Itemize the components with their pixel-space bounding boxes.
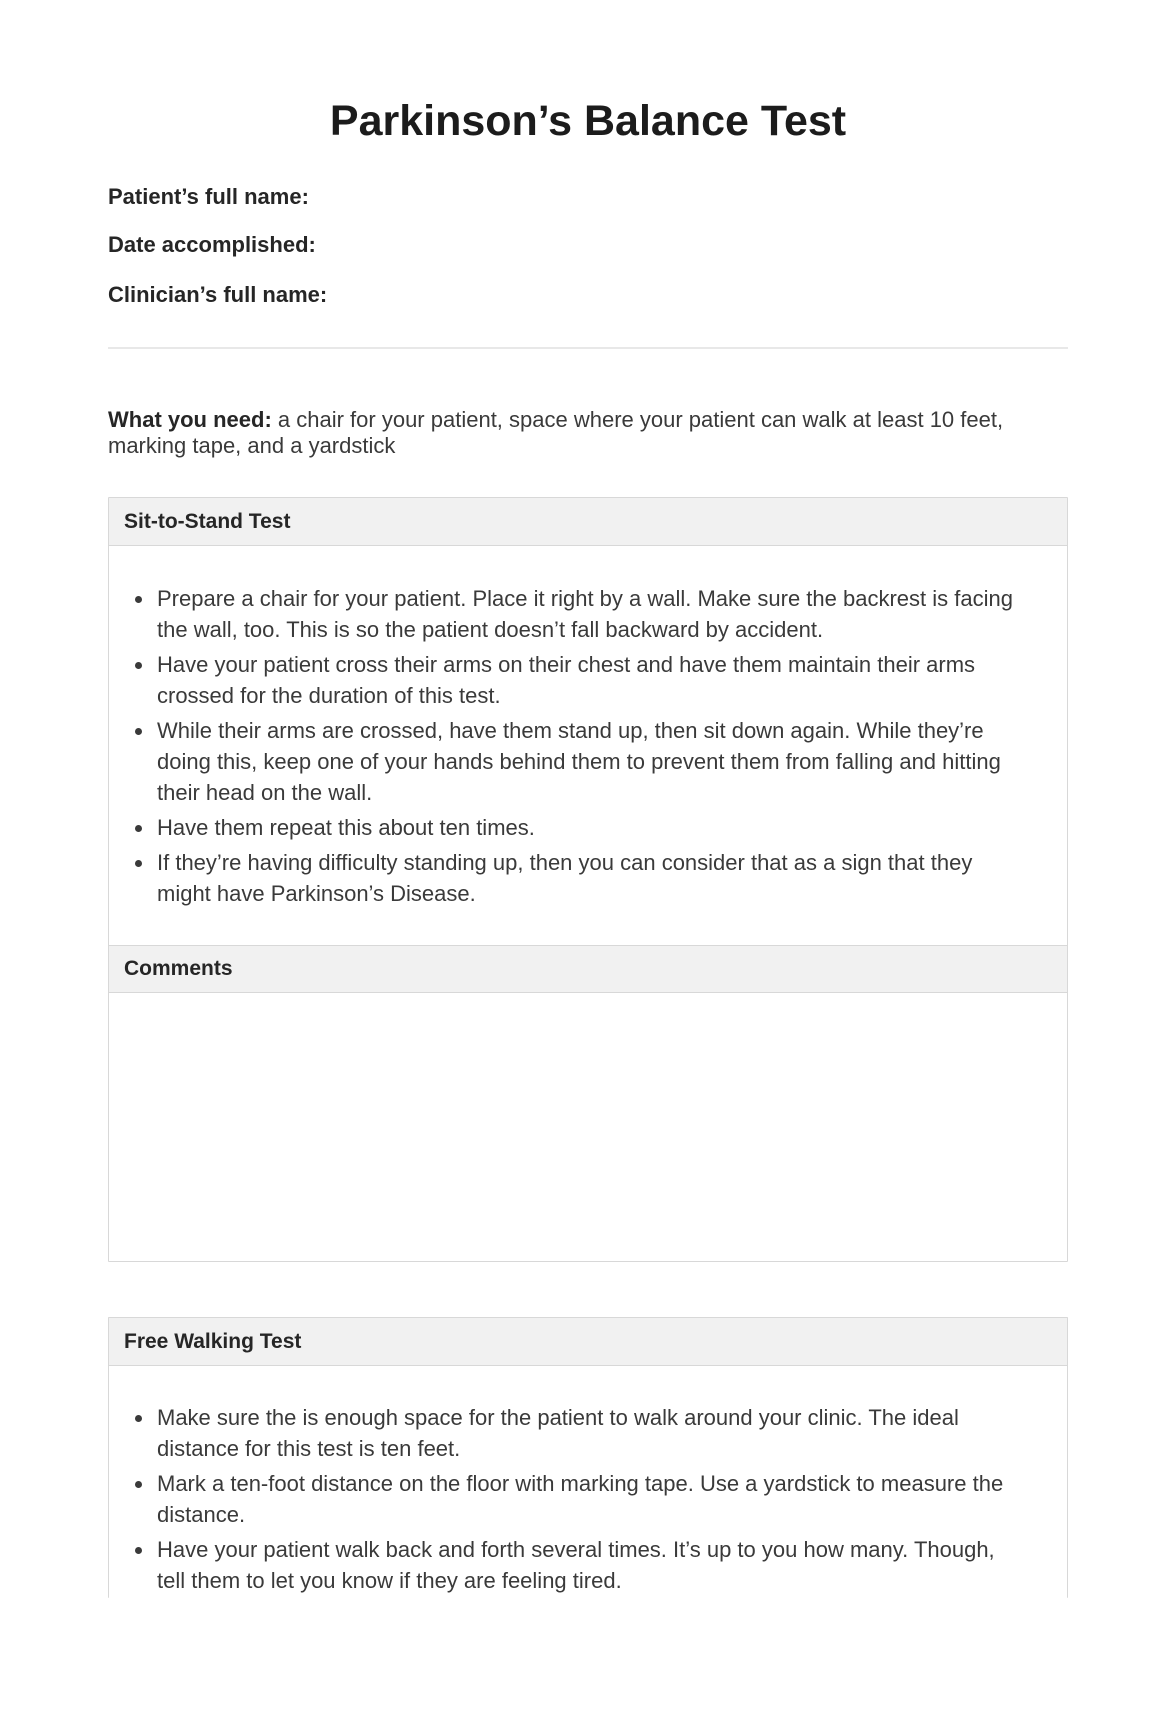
- instruction-item: • Have your patient walk back and forth several times. It’s up to you how many. Though, tell them to let you know if they are feeling tired.: [155, 1534, 1024, 1596]
- sit-to-stand-instructions: [109, 546, 1067, 945]
- sit-to-stand-heading-label: Sit-to-Stand Test: [124, 510, 291, 533]
- instruction-item: • While their arms are crossed, have them stand up, then sit down again. While they’re doing this, keep one of your hands behind them to prevent them from falling and hitting their head on the wall.: [155, 715, 1024, 808]
- sit-to-stand-section: [108, 497, 1068, 1262]
- instruction-item: • Make sure the is enough space for the patient to walk around your clinic. The ideal distance for this test is ten feet.: [155, 1402, 1024, 1464]
- clinician-name-label: Clinician’s full name:: [108, 282, 328, 307]
- comments-heading: [109, 945, 1067, 993]
- patient-name-field[interactable]: [108, 184, 1068, 210]
- instruction-item: • If they’re having difficulty standing up, then you can consider that as a sign that they might have Parkinson’s Disease.: [155, 847, 1024, 909]
- comments-heading-label: Comments: [124, 957, 233, 980]
- free-walking-heading-label: Free Walking Test: [124, 1330, 302, 1353]
- what-you-need-paragraph: [108, 407, 1068, 459]
- page-title: Parkinson’s Balance Test: [329, 97, 847, 145]
- sit-to-stand-heading: [109, 498, 1067, 546]
- clinician-name-field[interactable]: [108, 282, 1068, 308]
- divider: [108, 347, 1068, 349]
- instruction-item: • Have your patient cross their arms on their chest and have them maintain their arms crossed for the duration of this test.: [155, 649, 1024, 711]
- free-walking-instructions: [109, 1366, 1067, 1598]
- instruction-item: • Have them repeat this about ten times.: [155, 812, 1024, 843]
- free-walking-heading: [109, 1318, 1067, 1366]
- date-accomplished-field[interactable]: [108, 232, 1068, 258]
- what-you-need-text: a chair for your patient, space where your patient can walk at least 10 feet, marking tape, and a yardstick: [108, 407, 1004, 458]
- instruction-item: • Mark a ten-foot distance on the floor with marking tape. Use a yardstick to measure the distance.: [155, 1468, 1024, 1530]
- patient-name-label: Patient’s full name:: [108, 184, 309, 209]
- instruction-item: • Prepare a chair for your patient. Place it right by a wall. Make sure the backrest is facing the wall, too. This is so the patient doesn’t fall backward by accident.: [155, 583, 1024, 645]
- comments-input[interactable]: [109, 993, 1067, 1261]
- what-you-need-label: What you need:: [108, 407, 272, 432]
- document-page: [0, 96, 1176, 1598]
- date-accomplished-label: Date accomplished:: [108, 232, 316, 257]
- free-walking-section: [108, 1317, 1068, 1598]
